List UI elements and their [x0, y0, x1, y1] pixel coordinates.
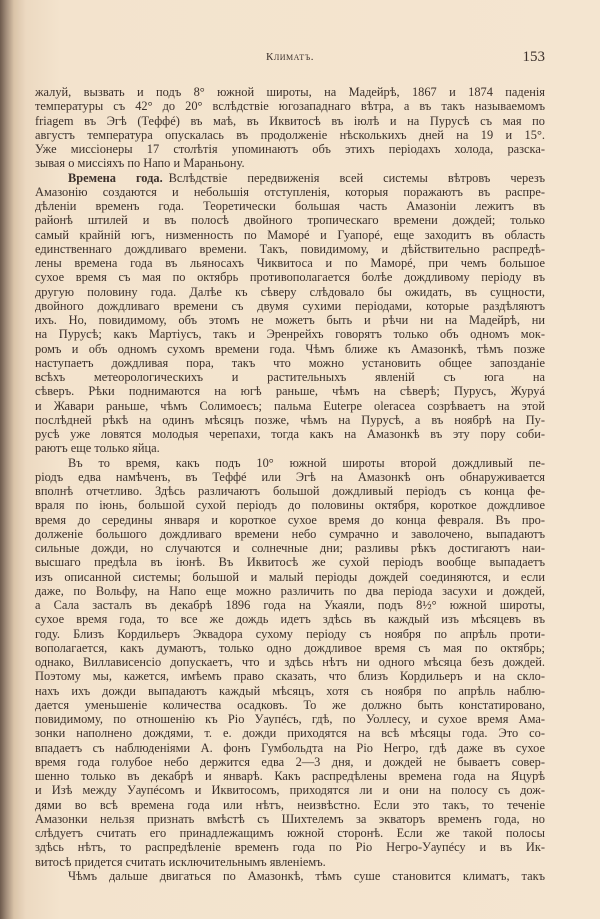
line-text: районѣ штилей и въ полосѣ двойного тропическаго времени дождей; только — [35, 213, 545, 228]
text-line — [35, 299, 545, 313]
line-text: зывая о миссіяхъ по Напо и Мараньону. — [35, 156, 245, 171]
line-text: единственнаго дождливаго времени. Такъ, повидимому, и дѣйствительно распредѣ- — [35, 241, 545, 256]
text-line — [35, 798, 545, 812]
line-text: и Жавари раньше, чѣмъ Солимоесъ; пальма Euterpe oleracea созрѣваетъ на этой — [35, 398, 545, 413]
text-line — [35, 641, 545, 655]
line-text: лены времена года въ льяносахъ Чиквитоса и по Маморé, при чемъ большое — [35, 256, 545, 270]
text-line — [35, 427, 545, 441]
line-text: жалуй, вызвать и подъ 8° южной широты, на Мадейрѣ, 1867 и 1874 паденія — [35, 85, 545, 99]
line-text: а Сала засталъ въ декабрѣ 1896 года на Укаяли, подъ 8½° южной широты, — [35, 598, 545, 612]
line-text: на Пурусѣ; какъ Мартіусъ, такъ и Эренрейхъ говорятъ только объ одномъ мок- — [35, 327, 545, 342]
paragraph — [35, 869, 545, 883]
text-line — [35, 256, 545, 270]
line-text: всѣхъ метеорологическихъ и растительныхъ явленій съ юга на — [35, 370, 545, 384]
line-text: вполнѣ отчетливо. Здѣсь различаютъ большой дождливый періодъ съ конца фе- — [35, 484, 545, 498]
line-text: раютъ еще только яйца. — [35, 441, 160, 456]
text-line — [35, 199, 545, 213]
line-text: дѣленіи временъ года. Теоретически большая часть Амазоніи лежитъ въ — [35, 199, 545, 213]
text-line — [35, 342, 545, 356]
text-line — [35, 855, 545, 869]
text-line — [35, 413, 545, 427]
line-text: августъ температура опускалась въ продолженіе нѣсколькихъ дней на 19 и 15°. — [35, 127, 545, 142]
line-text: послѣдней рѣкѣ на одинъ мѣсяцъ позже, чѣмъ на Пурусѣ, а въ ноябрѣ на Пу- — [35, 412, 545, 427]
text-line — [35, 456, 545, 470]
line-text: однако, Виллависенсіо допускаетъ, что и здѣсь нѣтъ ни одного мѣсяца безъ дождей. — [35, 655, 545, 669]
text-line — [35, 142, 545, 156]
line-text: высшаго предѣла въ іюнѣ. Въ Иквитосѣ же сухой періодъ вообще выпадаетъ — [35, 555, 545, 570]
text-line — [35, 726, 545, 740]
line-text: впадаетъ съ наблюденіями А. фонъ Гумбольдта на Ріо Негро, гдѣ даже въ сухое — [35, 740, 545, 755]
text-line — [35, 812, 545, 826]
line-text: ріодъ едва намѣченъ, въ Теффé или Эгѣ на Амазонкѣ онъ обнаруживается — [35, 469, 545, 484]
line-text: ромъ и объ одномъ сухомъ времени года. Чѣмъ ближе къ Амазонкѣ, тѣмъ позже — [35, 341, 545, 356]
text-line — [35, 584, 545, 598]
line-text: витосѣ придется считать исключительнымъ явленіемъ. — [35, 854, 326, 869]
line-text: дями во всѣ времена года или нѣтъ, неизвѣстно. Если это такъ, то теченіе — [35, 797, 545, 812]
text-line — [35, 527, 545, 541]
line-text: Поэтому мы, кажется, имѣемъ право сказать, что близъ Кордильеръ и на скло- — [35, 669, 545, 684]
text-line — [35, 171, 545, 185]
text-line — [35, 783, 545, 797]
line-text: время года голубое небо держится едва 2—3 дня, и дождей не бываетъ совер- — [35, 754, 545, 769]
text-line — [35, 869, 545, 883]
text-line — [35, 755, 545, 769]
text-line — [35, 655, 545, 669]
text-line — [35, 627, 545, 641]
line-text: и Изѣ между Уаупéсомъ и Иквитосомъ, приходятся ли и они на полосу съ дож- — [35, 783, 545, 798]
line-text: изъ описанной системы; большой и малый періоды дождей соединяются, и если — [35, 569, 545, 584]
text-line — [35, 85, 545, 99]
line-text: Амазонки нельзя признать вмѣстѣ съ Шихтелемъ за экваторъ временъ года, но — [35, 811, 545, 826]
line-text: вополагается, какъ думаютъ, только одно дождливое время съ мая по октябрь; — [35, 640, 545, 655]
text-line — [35, 826, 545, 840]
line-text: ихъ. Но, повидимому, объ этомъ не можетъ быть и рѣчи ни на Мадейрѣ, ни — [35, 313, 545, 327]
text-line — [35, 669, 545, 683]
paragraph — [35, 85, 545, 171]
page-number: 153 — [522, 49, 545, 65]
text-line — [35, 399, 545, 413]
text-line — [35, 498, 545, 512]
line-text: здѣсь нѣтъ, то распредѣленіе временъ года по Ріо Негро-Уаупéсу и въ Ик- — [35, 840, 545, 855]
text-line — [35, 712, 545, 726]
section-heading: Времена года. — [68, 170, 163, 185]
line-text: другую половину года. Далѣе къ сѣверу слѣдовало бы ожидать, въ сущности, — [35, 284, 545, 299]
line-text: сѣверъ. Рѣки поднимаются на югѣ раньше, чѣмъ на сѣверѣ; Пурусъ, Журуá — [35, 384, 545, 399]
line-text: Вслѣдствіе передвиженія всей системы вѣтровъ черезъ — [168, 170, 545, 185]
text-line — [35, 513, 545, 527]
line-text: дается уменьшеніе количества осадковъ. То же должно быть констатировано, — [35, 697, 545, 712]
text-line — [35, 128, 545, 142]
text-line — [35, 213, 545, 227]
text-line — [35, 285, 545, 299]
text-line — [35, 327, 545, 341]
line-text: сильные дожди, но случаются и солнечные дни; разливы рѣкъ достигаютъ наи- — [35, 541, 545, 555]
text-line — [35, 470, 545, 484]
running-title: Климатъ. — [265, 51, 314, 63]
text-line — [35, 598, 545, 612]
text-line — [35, 99, 545, 113]
line-text: сухое время съ мая по октябрь противополагается болѣе дождливому періоду въ — [35, 270, 545, 285]
line-text: долженіе большого дождливаго времени небо сумрачно и заволочено, выпадаютъ — [35, 526, 545, 541]
line-text: повидимому, по отношенію къ Ріо Уаупéсъ, гдѣ, по Уоллесу, и сухое время Ама- — [35, 712, 545, 726]
line-text: двойного дождливаго времени съ двумя сухими періодами, которые раздѣляютъ — [35, 298, 545, 313]
line-text: зонки наполнено дождями, т. е. дожди приходятся на всѣ мѣсяцы года. Это со- — [35, 726, 545, 741]
line-text: наступаетъ дождливая пора, такъ что можно установить общее запозданіе — [35, 355, 545, 370]
line-text: Уже миссіонеры 17 столѣтія упоминаютъ объ этихъ періодахъ холода, разска- — [35, 142, 545, 156]
line-text: даже, по Вольфу, на Напо еще можно различить по два періода засухи и дождей, — [35, 583, 545, 598]
line-text: нахъ ихъ дожди выпадаютъ каждый мѣсяцъ, хотя съ ноября по апрѣль наблю- — [35, 683, 545, 698]
text-line — [35, 698, 545, 712]
text-line — [35, 541, 545, 555]
text-line — [35, 270, 545, 284]
text-line — [35, 555, 545, 569]
line-text: слѣдуетъ считать его принадлежащимъ южной сторонѣ. Если же такой полосы — [35, 826, 545, 840]
line-text: Въ то время, какъ подъ 10° южной широты второй дождливый пе- — [68, 455, 545, 470]
line-text: шенно только въ декабрѣ и январѣ. Какъ распредѣлены времена года на Яцурѣ — [35, 769, 545, 783]
line-text: температуры съ 42° до 20° вслѣдствіе югозападнаго вѣтра, а въ такъ называемомъ — [35, 99, 545, 114]
text-line — [35, 441, 545, 455]
text-line — [35, 228, 545, 242]
line-text: Чѣмъ дальше двигаться по Амазонкѣ, тѣмъ суше становится климатъ, такъ — [68, 868, 545, 883]
page-header — [35, 49, 545, 67]
text-line — [35, 156, 545, 170]
line-text: самый крайній югъ, низменность по Маморé и Гуапорé, еще заходитъ въ область — [35, 227, 545, 242]
page-body — [35, 85, 545, 883]
text-line — [35, 769, 545, 783]
text-line — [35, 242, 545, 256]
line-text: году. Близъ Кордильеръ Эквадора сухому періоду съ ноября по апрѣль проти- — [35, 626, 545, 641]
text-line — [35, 741, 545, 755]
text-line — [35, 570, 545, 584]
line-text: враля по іюнь, большой сухой періодъ до половины октября, короткое дождливое — [35, 498, 545, 513]
line-text: русѣ уже ловятся молодыя черепахи, тогда какъ на Амазонкѣ въ эту пору соби- — [35, 427, 545, 441]
text-line — [35, 684, 545, 698]
text-line — [35, 484, 545, 498]
text-line — [35, 384, 545, 398]
text-line — [35, 185, 545, 199]
line-text: сухое время года, то все же дождь идетъ здѣсь въ каждый изъ мѣсяцевъ въ — [35, 612, 545, 627]
text-line — [35, 370, 545, 384]
text-line — [35, 612, 545, 626]
text-line — [35, 840, 545, 854]
text-line — [35, 356, 545, 370]
text-line — [35, 114, 545, 128]
paragraph — [35, 456, 545, 869]
paragraph — [35, 171, 545, 456]
line-text: время до середины января и короткое сухое время до конца февраля. Въ про- — [35, 512, 545, 527]
text-line — [35, 313, 545, 327]
line-text: Амазонію создаются и небольшія отступленія, которыя поражаютъ въ распре- — [35, 184, 545, 199]
line-text: friagem въ Эгѣ (Теффé) въ маѣ, въ Иквитосѣ въ іюлѣ и на Пурусѣ съ мая по — [35, 113, 545, 128]
